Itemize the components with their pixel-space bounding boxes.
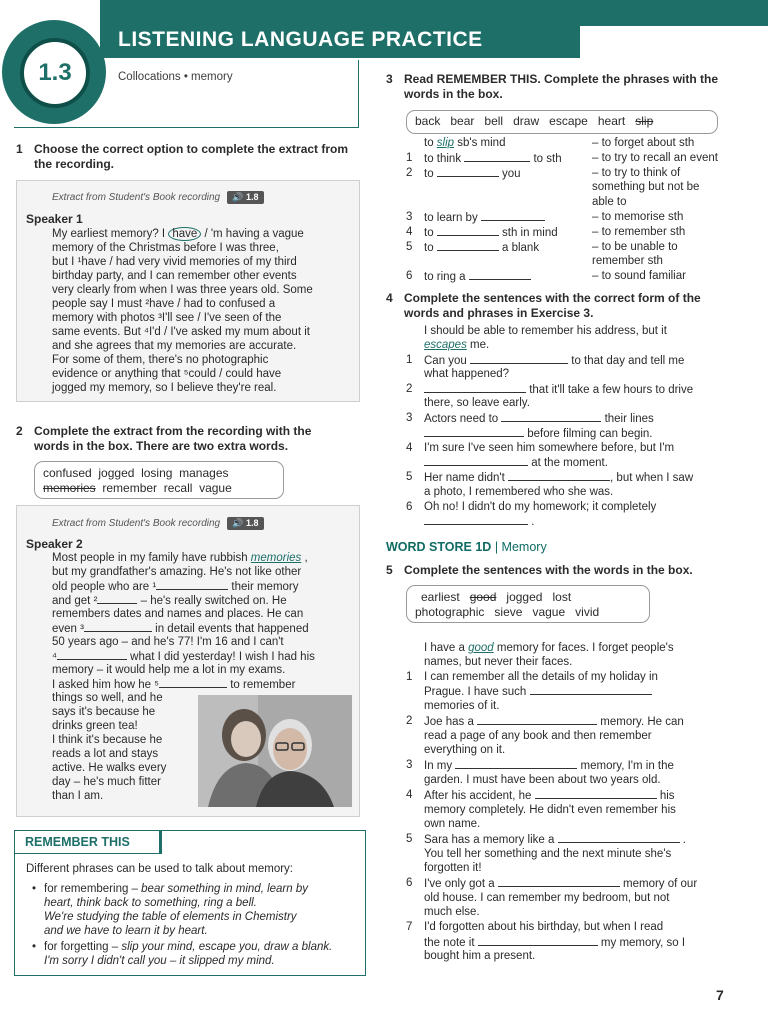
example-sentence: I should be able to remember his address, but it — [424, 325, 667, 337]
answer-gap[interactable] — [508, 470, 610, 481]
audio-badge[interactable]: 🔊 1.8 — [227, 517, 263, 530]
exercise-instruction: Complete the extract from the recording with the words in the box. There are two extra words. — [34, 424, 312, 453]
remember-bullet: for forgetting – slip your mind, escape you, draw a blank. — [44, 941, 333, 953]
item-number: 5 — [406, 833, 413, 845]
sentence: You tell her something and the next minute she's — [424, 848, 672, 860]
answer-gap[interactable] — [57, 649, 127, 660]
remember-this-title: REMEMBER THIS — [14, 830, 162, 854]
sentence: Sara has a memory like a . — [424, 834, 686, 846]
item-number: 2 — [406, 167, 413, 179]
answer-gap[interactable] — [97, 593, 137, 604]
exercise-instruction: Read REMEMBER THIS. Complete the phrases with the words in the box. — [404, 72, 719, 101]
answer-gap[interactable] — [501, 411, 601, 422]
item-number: 4 — [406, 226, 413, 238]
lesson-number: 1.3 — [38, 59, 72, 86]
answer-gap[interactable] — [159, 677, 227, 688]
bullet-icon: • — [32, 883, 37, 895]
phrase-definition: – to be unable to — [592, 241, 678, 253]
photo-illustration — [198, 695, 352, 807]
extract-line: drinks green tea! — [52, 720, 138, 732]
crossed-out-word: memories — [43, 481, 96, 495]
sentence: bought him a present. — [424, 950, 536, 962]
sentence: at the moment. — [424, 455, 608, 471]
sentence: what happened? — [424, 368, 510, 380]
extract-line: memory with photos ³I'll see / I've seen of the — [52, 312, 282, 324]
item-number: 6 — [406, 270, 413, 282]
phrase-definition: something but not be — [592, 181, 700, 193]
item-number: 4 — [406, 442, 413, 454]
extract-line: but my grandfather's amazing. He's not like other — [52, 566, 302, 578]
phrase-definition: able to — [592, 196, 627, 208]
extract-line: even ³ in detail events that happened — [52, 623, 309, 635]
sentence: own name. — [424, 818, 481, 830]
sentence: there, so leave early. — [424, 397, 530, 409]
sentence: Oh no! I didn't do my homework; it completely — [424, 501, 657, 513]
audio-badge[interactable]: 🔊 1.8 — [227, 191, 263, 204]
example-answer: escapes — [424, 339, 467, 351]
extract-line: 50 years ago – and he's 77! I'm 16 and I can't — [52, 636, 284, 648]
phrase-definition: – to sound familiar — [592, 270, 686, 282]
sentence: Actors need to their lines — [424, 413, 654, 425]
lesson-subtitle: Collocations • memory — [118, 71, 233, 83]
phrase-row: to sth in mind — [424, 227, 558, 239]
answer-gap[interactable] — [156, 579, 228, 590]
sentence: I'm sure I've seen him somewhere before, but I'm — [424, 442, 675, 454]
answer-gap[interactable] — [478, 935, 598, 946]
word-box: earliest good jogged lost photographic sieve vague vivid — [406, 585, 650, 623]
phrase-row: to you — [424, 168, 521, 180]
sentence: before filming can begin. — [424, 426, 653, 442]
phrase-definition: remember sth — [592, 255, 663, 267]
item-number: 5 — [406, 241, 413, 253]
item-number: 6 — [406, 877, 413, 889]
answer-gap[interactable] — [424, 514, 528, 525]
sentence: memories of it. — [424, 700, 500, 712]
answer-gap[interactable] — [437, 240, 499, 251]
word-box: confused jogged losing manages memories remember recall vague — [34, 461, 284, 499]
speaker-label: Speaker 1 — [26, 212, 83, 226]
remember-intro: Different phrases can be used to talk about memory: — [26, 863, 293, 875]
sentence: much else. — [424, 906, 480, 918]
phrase-definition: – to forget about sth — [592, 137, 695, 149]
sentence: In my memory, I'm in the — [424, 760, 674, 772]
item-number: 4 — [406, 789, 413, 801]
exercise-instruction: Complete the sentences with the correct form of the words and phrases in Exercise 3. — [404, 291, 701, 320]
answer-gap[interactable] — [424, 426, 524, 437]
extract-line: than I am. — [52, 790, 104, 802]
sentence: Can you to that day and tell me — [424, 355, 685, 367]
extract-line: I asked him how he ⁵ to remember — [52, 679, 296, 691]
extract-line: My earliest memory? I have / 'm having a vague — [52, 228, 304, 240]
sentence: Joe has a memory. He can — [424, 716, 684, 728]
answer-gap[interactable] — [481, 210, 545, 221]
exercise-number: 5 — [386, 563, 393, 577]
crossed-out-word: slip — [635, 114, 654, 128]
item-number: 3 — [406, 211, 413, 223]
sentence: Her name didn't , but when I saw — [424, 472, 694, 484]
word-box: back bear bell draw escape heart slip — [406, 110, 718, 134]
divider — [358, 60, 359, 128]
answer-gap[interactable] — [530, 684, 652, 695]
extract-line: For some of them, there's no photographic — [52, 354, 269, 366]
bullet-icon: • — [32, 941, 37, 953]
sentence: After his accident, he his — [424, 790, 675, 802]
phrase-row: to learn by — [424, 210, 545, 226]
phrase-row: to slip sb's mind — [424, 137, 506, 149]
word-store-heading: WORD STORE 1D | Memory — [386, 540, 547, 554]
remember-bullet: for remembering – bear something in mind, learn by — [44, 883, 308, 895]
answer-gap[interactable] — [455, 758, 577, 769]
item-number: 3 — [406, 412, 413, 424]
sentence: I've only got a memory of our — [424, 878, 698, 890]
remember-example: and we have to learn it by heart. — [44, 925, 208, 937]
answer-gap[interactable] — [498, 876, 620, 887]
extract-line: I think it's because he — [52, 734, 163, 746]
extract-line: says it's because he — [52, 706, 156, 718]
item-number: 5 — [406, 471, 413, 483]
example-sentence: names, but never their faces. — [424, 656, 573, 668]
extract-header — [52, 516, 264, 532]
divider — [14, 127, 359, 128]
item-number: 3 — [406, 759, 413, 771]
recording-number: 1.8 — [246, 192, 259, 202]
extract-header — [52, 190, 264, 206]
example-answer: good — [468, 642, 494, 654]
extract-line: memory of the Christmas before I was three, — [52, 242, 279, 254]
answer-gap[interactable] — [469, 269, 531, 280]
answer-gap[interactable] — [84, 621, 152, 632]
answer-gap[interactable] — [437, 166, 499, 177]
page-number: 7 — [716, 987, 724, 1003]
extract-line: and she agrees that my memories are accurate. — [52, 340, 297, 352]
sentence: I'd forgotten about his birthday, but when I read — [424, 921, 664, 933]
recording-number: 1.8 — [246, 518, 259, 528]
extract-line: remembers dates and names and places. He can — [52, 608, 304, 620]
answer-gap[interactable] — [464, 151, 530, 162]
crossed-out-word: good — [469, 590, 497, 604]
remember-example: I'm sorry I didn't call you – it slipped my mind. — [44, 955, 275, 967]
phrase-row: to a blank — [424, 242, 540, 254]
example-answer: memories — [250, 552, 302, 564]
remember-example: We're studying the table of elements in Chemistry — [44, 911, 297, 923]
answer-gap[interactable] — [470, 353, 568, 364]
answer-gap[interactable] — [437, 225, 499, 236]
extract-label: Extract from Student's Book recording — [52, 518, 221, 529]
sentence: a photo, I remembered who she was. — [424, 486, 614, 498]
sentence: Prague. I have such — [424, 684, 652, 700]
exercise-number: 3 — [386, 72, 393, 86]
phrase-row: to ring a — [424, 269, 531, 285]
extract-line: ⁴ what I did yesterday! I wish I had his — [52, 651, 315, 663]
extract-line: same events. But ⁴I'd / I've asked my mum about it — [52, 326, 310, 338]
extract-line: but I ¹have / had very vivid memories of my third — [52, 256, 297, 268]
sentence: memory completely. He didn't even remember his — [424, 804, 676, 816]
exercise-number: 4 — [386, 291, 393, 305]
extract-line: memory – it would help me a lot in my exams. — [52, 664, 286, 676]
phrase-definition: – to try to think of — [592, 167, 681, 179]
extract-line: and get ² – he's really switched on. He — [52, 595, 287, 607]
sentence: everything on it. — [424, 744, 506, 756]
extract-line: people say I must ²have / had to confused a — [52, 298, 276, 310]
answer-gap[interactable] — [535, 788, 657, 799]
sentence: I can remember all the details of my holiday in — [424, 671, 658, 683]
grandfather-granddaughter-photo — [198, 695, 352, 807]
sentence: . — [424, 514, 534, 530]
extract-line: very clearly from when I was three years old. Some — [52, 284, 313, 296]
remember-bullet-line: heart, think back to something, ring a bell. — [44, 897, 257, 909]
phrase-definition: – to try to recall an event — [592, 152, 718, 164]
extract-line: things so well, and he — [52, 692, 163, 704]
extract-line: jogged my memory, so I believe they're real. — [52, 382, 277, 394]
extract-label: Extract from Student's Book recording — [52, 192, 221, 203]
item-number: 1 — [406, 152, 413, 164]
answer-gap[interactable] — [424, 382, 526, 393]
example-answer: slip — [436, 137, 455, 149]
extract-line: evidence or anything that ⁵could / could have — [52, 368, 282, 380]
answer-gap[interactable] — [424, 455, 528, 466]
extract-line: Most people in my family have rubbish memories , — [52, 552, 308, 564]
circled-answer: have — [168, 227, 201, 241]
exercise-number: 1 — [16, 142, 23, 156]
phrase-definition: – to memorise sth — [592, 211, 684, 223]
phrase-definition: – to remember sth — [592, 226, 686, 238]
item-number: 7 — [406, 921, 413, 933]
item-number: 6 — [406, 501, 413, 513]
page-title: LISTENING LANGUAGE PRACTICE — [118, 28, 483, 51]
phrase-row: to think to sth — [424, 153, 562, 165]
extract-line: day – he's much fitter — [52, 776, 161, 788]
extract-line: old people who are ¹ their memory — [52, 581, 299, 593]
item-number: 2 — [406, 715, 413, 727]
example-sentence: I have a good memory for faces. I forget people's — [424, 642, 674, 654]
extract-line: birthday party, and I can remember other events — [52, 270, 297, 282]
answer-gap[interactable] — [558, 832, 680, 843]
item-number: 1 — [406, 671, 413, 683]
exercise-number: 2 — [16, 424, 23, 438]
item-number: 2 — [406, 383, 413, 395]
sentence: the note it my memory, so I — [424, 937, 686, 949]
sentence: garden. I must have been about two years old. — [424, 774, 661, 786]
sentence: that it'll take a few hours to drive — [424, 382, 693, 398]
sentence: forgotten it! — [424, 862, 482, 874]
item-number: 1 — [406, 354, 413, 366]
example-sentence: escapes me. — [424, 339, 490, 351]
sentence: old house. I can remember my bedroom, but not — [424, 892, 670, 904]
extract-line: active. He walks every — [52, 762, 167, 774]
extract-line: reads a lot and stays — [52, 748, 159, 760]
exercise-instruction: Complete the sentences with the words in the box. — [404, 563, 693, 577]
speaker-label: Speaker 2 — [26, 537, 83, 551]
answer-gap[interactable] — [477, 714, 597, 725]
sentence: read a page of any book and then remember — [424, 730, 652, 742]
exercise-instruction: Choose the correct option to complete the extract from the recording. — [34, 142, 349, 171]
